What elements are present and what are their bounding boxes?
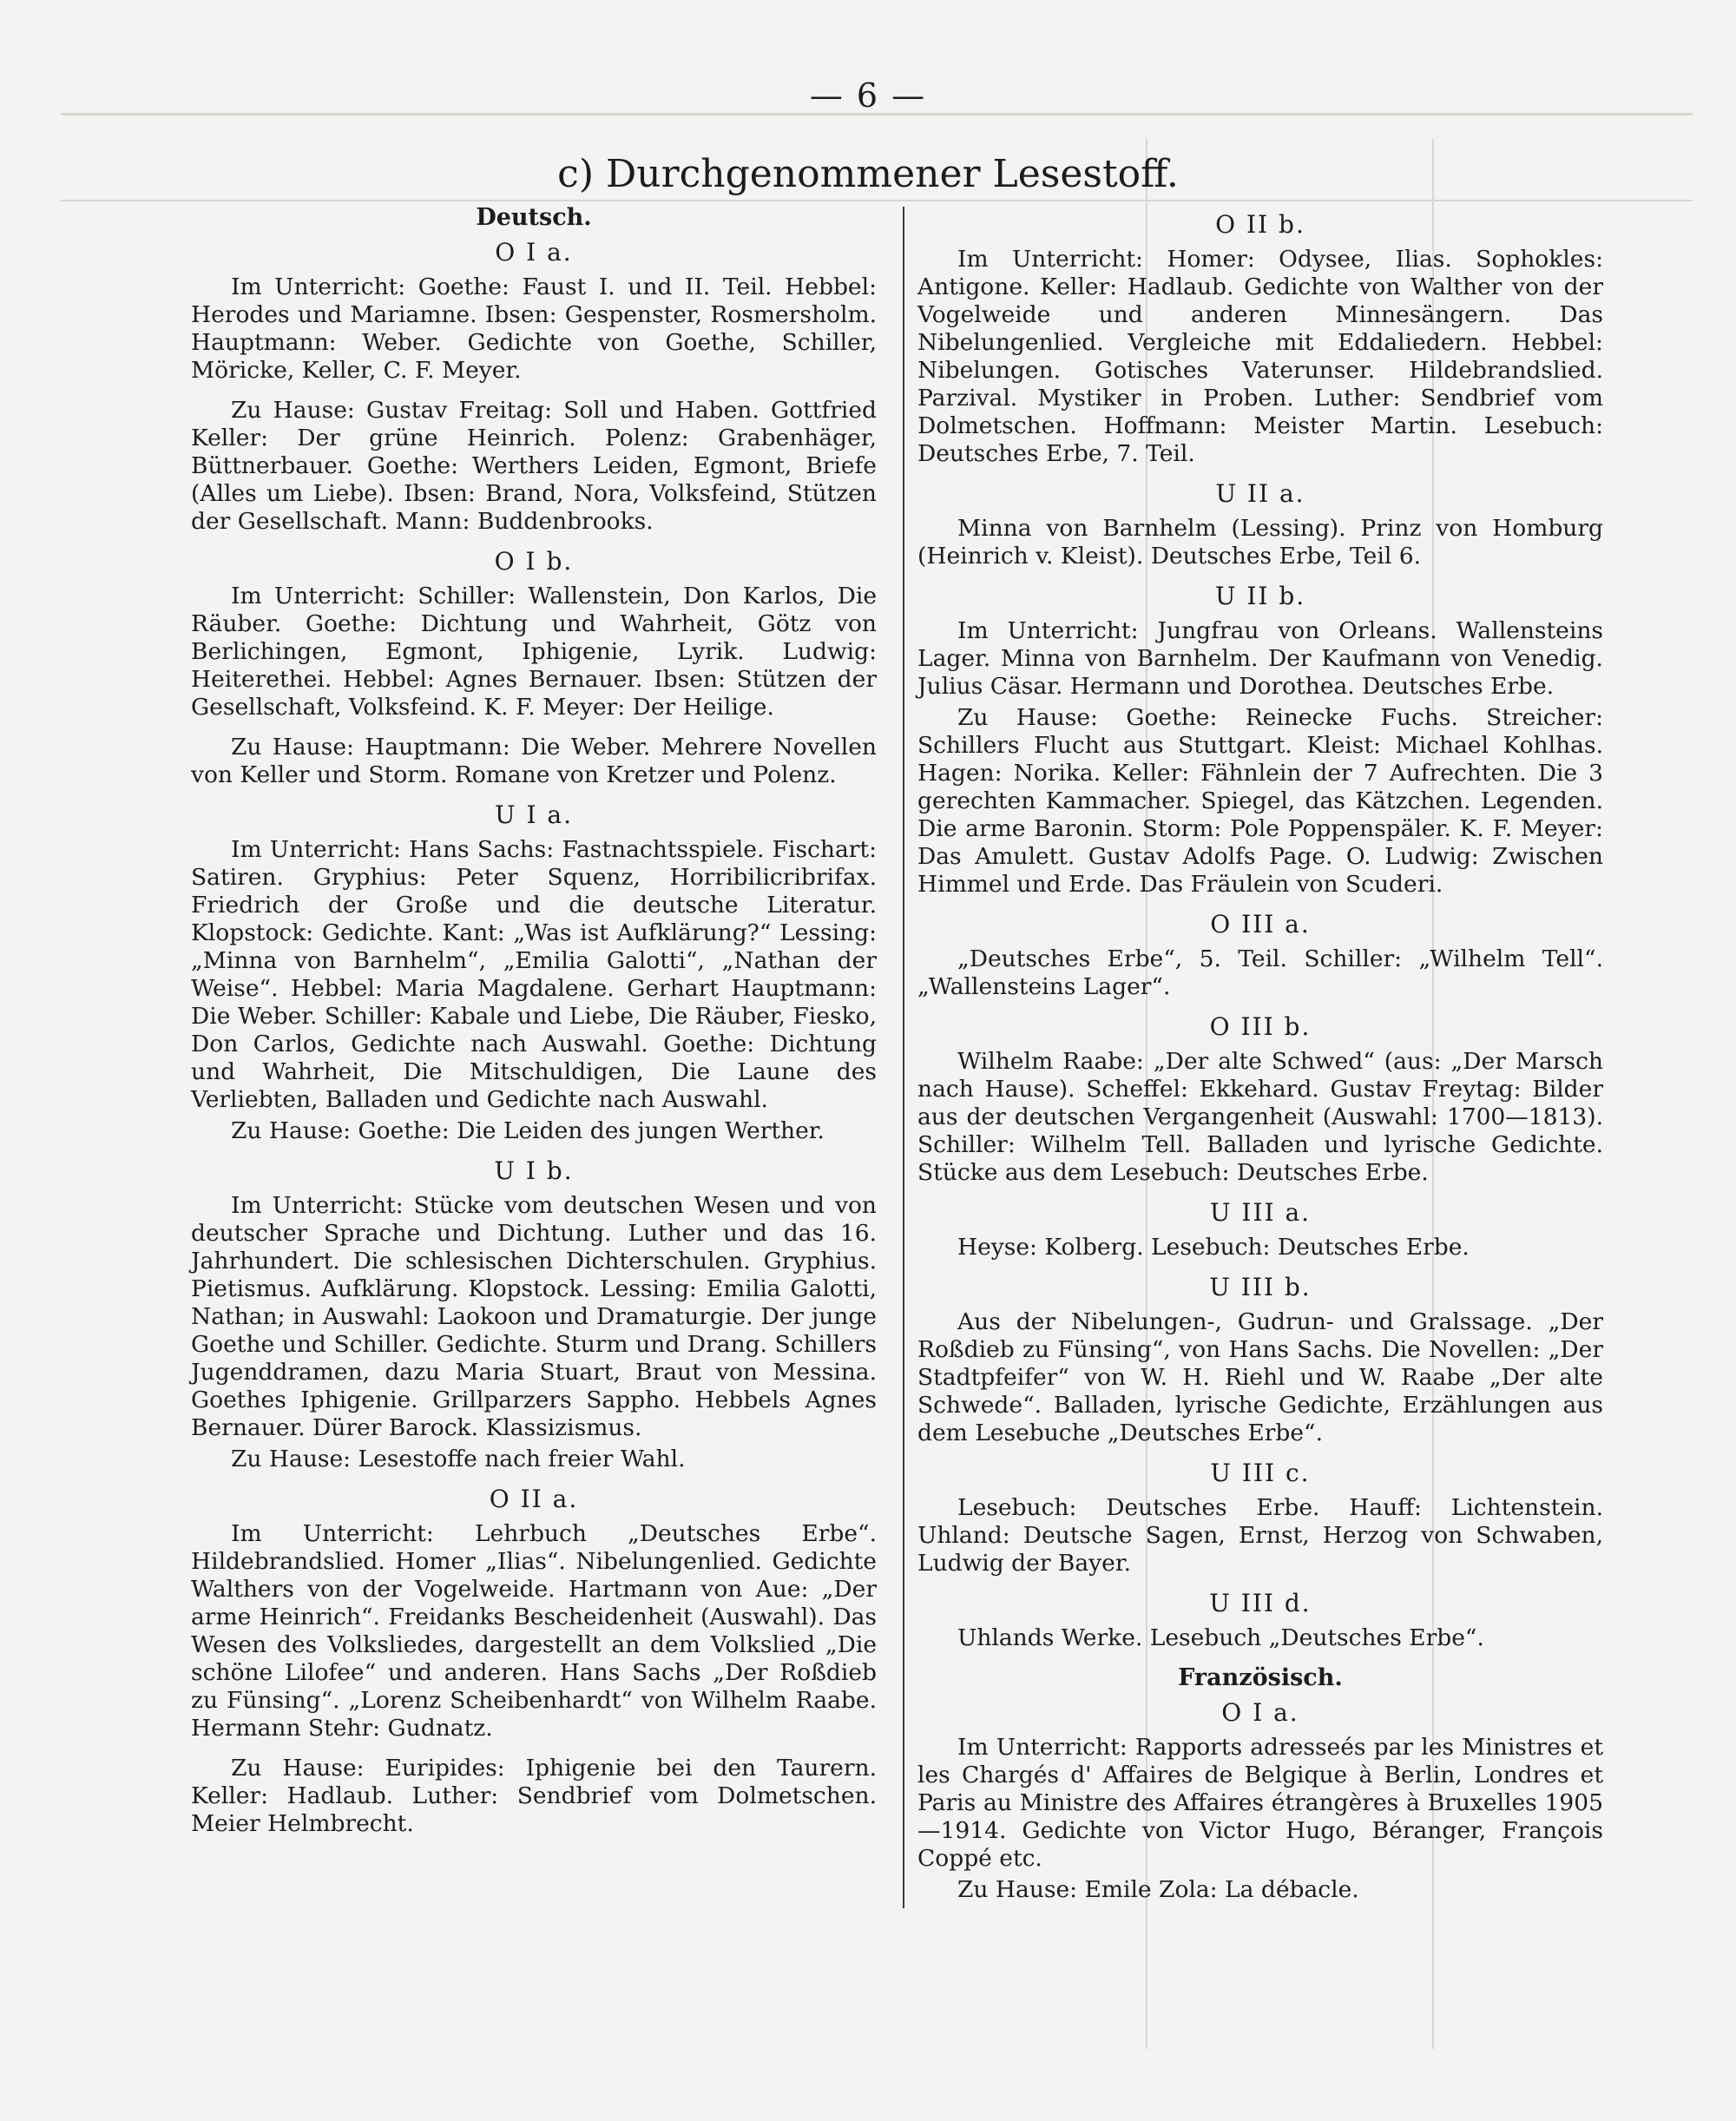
column-divider <box>903 207 904 1908</box>
reading-paragraph: Zu Hause: Goethe: Die Leiden des jungen Werther. <box>231 1117 825 1144</box>
class-heading: U III c. <box>1210 1459 1311 1487</box>
reading-paragraph: Zu Hause: Gustav Freitag: Soll und Haben. Gottfried Keller: Der grüne Heinrich. Polenz: Grabenhäger, Büttnerbauer. Goethe: Werthers Leiden, Egmont, Briefe (Alles um Liebe). Ibsen: Brand, Nora, Volksfeind, Stützen der Gesellschaft. Mann: Buddenbrooks. <box>191 397 877 535</box>
reading-paragraph: Im Unterricht: Jungfrau von Orleans. Wallensteins Lager. Minna von Barnhelm. Der Kaufmann von Venedig. Julius Cäsar. Hermann und Dorothea. Deutsches Erbe. <box>917 617 1603 700</box>
bleed-through-rule <box>61 200 1693 201</box>
reading-paragraph: Lesebuch: Deutsches Erbe. Hauff: Lichtenstein. Uhland: Deutsche Sagen, Ernst, Herzog von Schwaben, Ludwig der Bayer. <box>917 1494 1603 1577</box>
reading-paragraph: Minna von Barnhelm (Lessing). Prinz von Homburg (Heinrich v. Kleist). Deutsches Erbe, Teil 6. <box>917 515 1603 570</box>
reading-paragraph: Zu Hause: Hauptmann: Die Weber. Mehrere Novellen von Keller und Storm. Romane von Kretzer und Polenz. <box>191 734 877 788</box>
subject-heading: Französisch. <box>1178 1664 1343 1691</box>
reading-paragraph: Zu Hause: Emile Zola: La débacle. <box>957 1876 1359 1903</box>
class-heading: O II a. <box>489 1485 579 1513</box>
page-title: c) Durchgenommener Lesestoff. <box>557 152 1179 196</box>
page-number: — 6 — <box>809 76 927 115</box>
class-heading: O I a. <box>1221 1698 1299 1727</box>
reading-paragraph: Uhlands Werke. Lesebuch „Deutsches Erbe“. <box>957 1624 1484 1651</box>
reading-paragraph: Aus der Nibelungen-, Gudrun- und Gralssage. „Der Roßdieb zu Fünsing“, von Hans Sachs. Die Novellen: „Der Stadtpfeifer“ von W. H. Riehl und W. Raabe „Der alte Schwede“. Balladen, lyrische Gedichte, Erzählungen aus dem Lesebuche „Deutsches Erbe“. <box>917 1308 1603 1446</box>
reading-paragraph: Im Unterricht: Homer: Odysee, Ilias. Sophokles: Antigone. Keller: Hadlaub. Gedichte von Walther von der Vogelweide und anderen Minnesängern. Das Nibelungenlied. Vergleiche mit Eddaliedern. Hebbel: Nibelungen. Gotisches Vaterunser. Hildebrandslied. Parzival. Mystiker in Proben. Luther: Sendbrief vom Dolmetschen. Hoffmann: Meister Martin. Lesebuch: Deutsches Erbe, 7. Teil. <box>917 246 1603 467</box>
class-heading: O III a. <box>1210 910 1311 939</box>
reading-paragraph: Zu Hause: Goethe: Reinecke Fuchs. Streicher: Schillers Flucht aus Stuttgart. Kleist: Michael Kohlhas. Hagen: Norika. Keller: Fähnlein der 7 Aufrechten. Die 3 gerechten Kammacher. Spiegel, das Kätzchen. Legenden. Die arme Baronin. Storm: Pole Poppenspäler. K. F. Meyer: Das Amulett. Gustav Adolfs Page. O. Ludwig: Zwischen Himmel und Erde. Das Fräulein von Scuderi. <box>917 704 1603 898</box>
class-heading: O I b. <box>494 547 574 576</box>
reading-paragraph: Heyse: Kolberg. Lesebuch: Deutsches Erbe. <box>957 1234 1470 1261</box>
reading-paragraph: Im Unterricht: Hans Sachs: Fastnachtsspiele. Fischart: Satiren. Gryphius: Peter Squenz, Horribilicribrifax. Friedrich der Große und die deutsche Literatur. Klopstock: Gedichte. Kant: „Was ist Aufklärung?“ Lessing: „Minna von Barnhelm“, „Emilia Galotti“, „Nathan der Weise“. Hebbel: Maria Magdalene. Gerhart Hauptmann: Die Weber. Schiller: Kabale und Liebe, Die Räuber, Fiesko, Don Carlos, Gedichte nach Auswahl. Goethe: Dichtung und Wahrheit, Die Mitschuldigen, Die Laune des Verliebten, Balladen und Gedichte nach Auswahl. <box>191 836 877 1113</box>
class-heading: U III a. <box>1209 1198 1312 1227</box>
reading-paragraph: Zu Hause: Euripides: Iphigenie bei den Taurern. Keller: Hadlaub. Luther: Sendbrief vom Dolmetschen. Meier Helmbrecht. <box>191 1755 877 1837</box>
reading-paragraph: Im Unterricht: Stücke vom deutschen Wesen und von deutscher Sprache und Dichtung. Luther und das 16. Jahrhundert. Die schlesischen Dichterschulen. Gryphius. Pietismus. Aufklärung. Klopstock. Lessing: Emilia Galotti, Nathan; in Auswahl: Laokoon und Dramaturgie. Der junge Goethe und Schiller. Gedichte. Sturm und Drang. Schillers Jugenddramen, dazu Maria Stuart, Braut von Messina. Goethes Iphigenie. Grillparzers Sappho. Hebbels Agnes Bernauer. Dürer Barock. Klassizismus. <box>191 1192 877 1441</box>
class-heading: U I b. <box>494 1156 574 1185</box>
class-heading: O III b. <box>1209 1012 1312 1041</box>
reading-paragraph: Wilhelm Raabe: „Der alte Schwed“ (aus: „Der Marsch nach Hause). Scheffel: Ekkehard. Gustav Freytag: Bilder aus der deutschen Vergangenheit (Auswahl: 1700—1813). Schiller: Wilhelm Tell. Balladen und lyrische Gedichte. Stücke aus dem Lesebuch: Deutsches Erbe. <box>917 1048 1603 1186</box>
right-column <box>917 204 1603 1916</box>
class-heading: U II b. <box>1214 582 1306 610</box>
class-heading: U I a. <box>494 800 574 829</box>
class-heading: O II b. <box>1215 210 1305 239</box>
reading-paragraph: Im Unterricht: Lehrbuch „Deutsches Erbe“. Hildebrandslied. Homer „Ilias“. Nibelungenlied. Gedichte Walthers von der Vogelweide. Hartmann von Aue: „Der arme Heinrich“. Freidanks Bescheidenheit (Auswahl). Das Wesen des Volksliedes, dargestellt an dem Volkslied „Die schöne Lilofee“ und anderen. Hans Sachs „Der Roßdieb zu Fünsing“. „Lorenz Scheibenhardt“ von Wilhelm Raabe. Hermann Stehr: Gudnatz. <box>191 1520 877 1742</box>
reading-paragraph: Im Unterricht: Schiller: Wallenstein, Don Karlos, Die Räuber. Goethe: Dichtung und Wahrheit, Götz von Berlichingen, Egmont, Iphigenie, Lyrik. Ludwig: Heiterethei. Hebbel: Agnes Bernauer. Ibsen: Stützen der Gesellschaft, Volksfeind. K. F. Meyer: Der Heilige. <box>191 583 877 721</box>
class-heading: U III d. <box>1209 1589 1312 1617</box>
reading-paragraph: Im Unterricht: Goethe: Faust I. und II. Teil. Hebbel: Herodes und Mariamne. Ibsen: Gespenster, Rosmersholm. Hauptmann: Weber. Gedichte von Goethe, Schiller, Möricke, Keller, C. F. Meyer. <box>191 273 877 384</box>
class-heading: O I a. <box>495 238 573 267</box>
subject-heading: Deutsch. <box>476 204 592 231</box>
reading-paragraph: Zu Hause: Lesestoffe nach freier Wahl. <box>231 1446 686 1472</box>
left-column <box>191 204 877 1850</box>
reading-paragraph: „Deutsches Erbe“, 5. Teil. Schiller: „Wilhelm Tell“. „Wallensteins Lager“. <box>917 945 1603 1000</box>
class-heading: U III b. <box>1209 1273 1312 1301</box>
class-heading: U II a. <box>1215 479 1305 508</box>
reading-paragraph: Im Unterricht: Rapports adresseés par les Ministres et les Chargés d' Affaires de Belgique à Berlin, Londres et Paris au Ministre des Affaires étrangères à Bruxelles 1905—1914. Gedichte von Victor Hugo, Béranger, François Coppé etc. <box>917 1734 1603 1872</box>
